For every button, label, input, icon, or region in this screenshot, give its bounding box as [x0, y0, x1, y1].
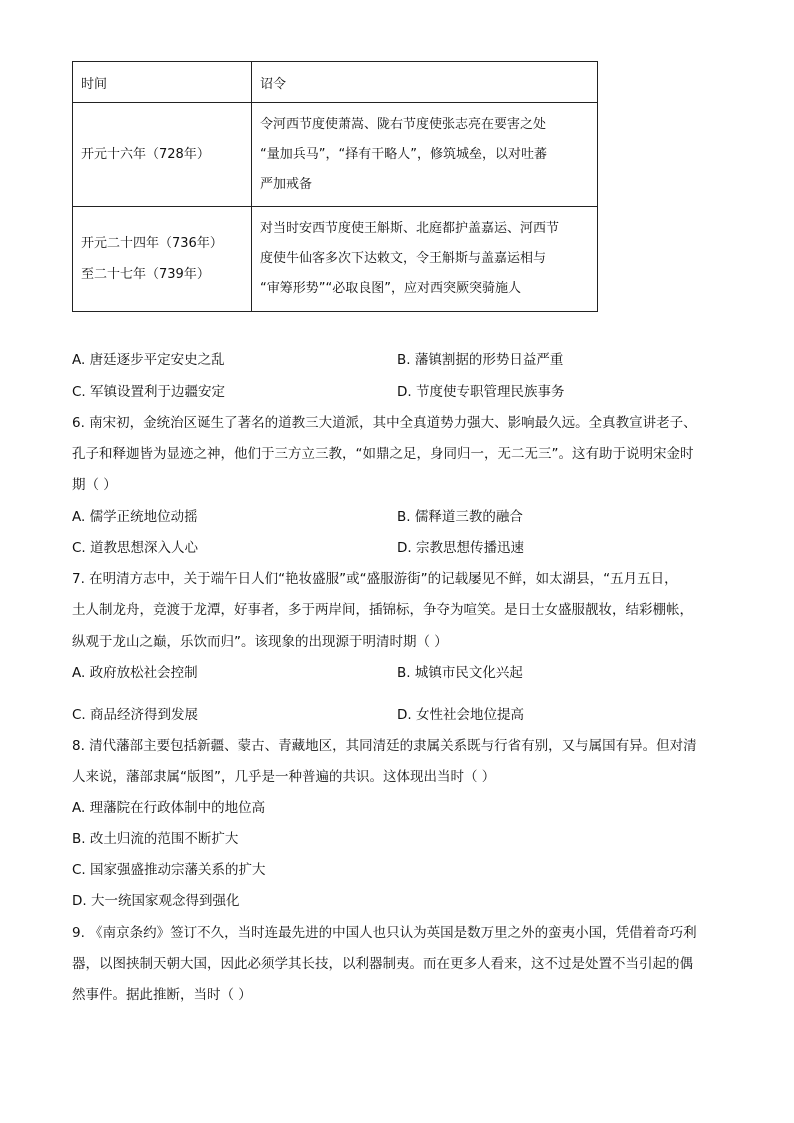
q7-stem-line: 纵观于龙山之巅，乐饮而归”。该现象的出现源于明清时期（ ） [72, 634, 448, 650]
row2-edict-line: 对当时安西节度使王斛斯、北庭都护盖嘉运、河西节 [260, 221, 560, 236]
q7-option-d[interactable]: D. 女性社会地位提高 [397, 707, 524, 723]
q6-option-d[interactable]: D. 宗教思想传播迅速 [397, 540, 524, 556]
row2-edict-line: 度使牛仙客多次下达敕文，令王斛斯与盖嘉运相与 [260, 251, 547, 266]
row1-edict-cell [252, 103, 598, 207]
q8-stem-line: 8. 清代藩部主要包括新疆、蒙古、青藏地区，其同清廷的隶属关系既与行省有别，又与属国有异。但对清 [72, 738, 697, 754]
row2-time-cell [73, 207, 252, 312]
q8-option-a[interactable]: A. 理藩院在行政体制中的地位高 [72, 800, 266, 816]
q9-stem-line: 9. 《南京条约》签订不久，当时连最先进的中国人也只认为英国是数万里之外的蛮夷小国，凭借着奇巧利 [72, 925, 697, 941]
header-edict: 诏令 [252, 62, 598, 103]
q7-option-a[interactable]: A. 政府放松社会控制 [72, 665, 198, 681]
q6-stem-line: 6. 南宋初，金统治区诞生了著名的道教三大道派，其中全真道势力强大、影响最久远。全真教宣讲老子、 [72, 415, 697, 431]
q7-stem-line: 土人制龙舟，竞渡于龙潭，好事者，多于两岸间，插锦标，争夺为喧笑。是日士女盛服靓妆，结彩棚帐， [72, 602, 693, 618]
row1-edict-line: 令河西节度使萧嵩、陇右节度使张志亮在要害之处 [260, 116, 547, 132]
q6-option-b[interactable]: B. 儒释道三教的融合 [397, 509, 523, 525]
row1-edict-line: 严加戒备 [260, 176, 313, 192]
q8-option-b[interactable]: B. 改土归流的范围不断扩大 [72, 831, 239, 847]
row1-time-cell [73, 103, 252, 207]
table-row [73, 207, 598, 312]
row1-edict-line: “量加兵马”，“择有干略人”，修筑城垒，以对吐蕃 [260, 146, 547, 162]
edict-table [72, 61, 598, 312]
q9-stem-line: 然事件。据此推断，当时（ ） [72, 987, 252, 1003]
table-header-row [73, 62, 598, 103]
q8-option-d[interactable]: D. 大一统国家观念得到强化 [72, 893, 240, 909]
header-time: 时间 [73, 62, 252, 103]
q5-option-d[interactable]: D. 节度使专职管理民族事务 [397, 384, 565, 400]
q6-stem-line: 孔子和释迦皆为显迹之神，他们于三方立三教，“如鼎之足，身同归一，无二无三”。这有助于说明宋金时 [72, 446, 694, 462]
q6-stem-line: 期（ ） [72, 477, 117, 493]
q5-option-c[interactable]: C. 军镇设置利于边疆安定 [72, 384, 226, 400]
row2-time-line: 开元二十四年（736年） [81, 236, 223, 251]
row1-time: 开元十六年（728年） [81, 147, 210, 162]
q7-stem-line: 7. 在明清方志中，关于端午日人们“艳妆盛服”或“盛服游街”的记载屡见不鲜，如太湖县，“五月五日， [72, 571, 678, 587]
q7-option-b[interactable]: B. 城镇市民文化兴起 [397, 665, 523, 681]
row2-edict-cell [252, 207, 598, 312]
q6-option-c[interactable]: C. 道教思想深入人心 [72, 540, 199, 556]
q7-option-c[interactable]: C. 商品经济得到发展 [72, 707, 199, 723]
q5-option-a[interactable]: A. 唐廷逐步平定安史之乱 [72, 352, 225, 368]
q5-option-b[interactable]: B. 藩镇割据的形势日益严重 [397, 352, 564, 368]
row2-edict-line: “审筹形势”“必取良图”，应对西突厥突骑施人 [260, 281, 521, 296]
table-row [73, 103, 598, 207]
q9-stem-line: 器，以图挟制天朝大国，因此必须学其长技，以利器制夷。而在更多人看来，这不过是处置不当引起的偶 [72, 956, 693, 972]
q8-option-c[interactable]: C. 国家强盛推动宗藩关系的扩大 [72, 862, 266, 878]
q8-stem-line: 人来说，藩部隶属“版图”，几乎是一种普遍的共识。这体现出当时（ ） [72, 769, 496, 785]
q6-option-a[interactable]: A. 儒学正统地位动摇 [72, 509, 198, 525]
row2-time-line: 至二十七年（739年） [81, 267, 210, 282]
